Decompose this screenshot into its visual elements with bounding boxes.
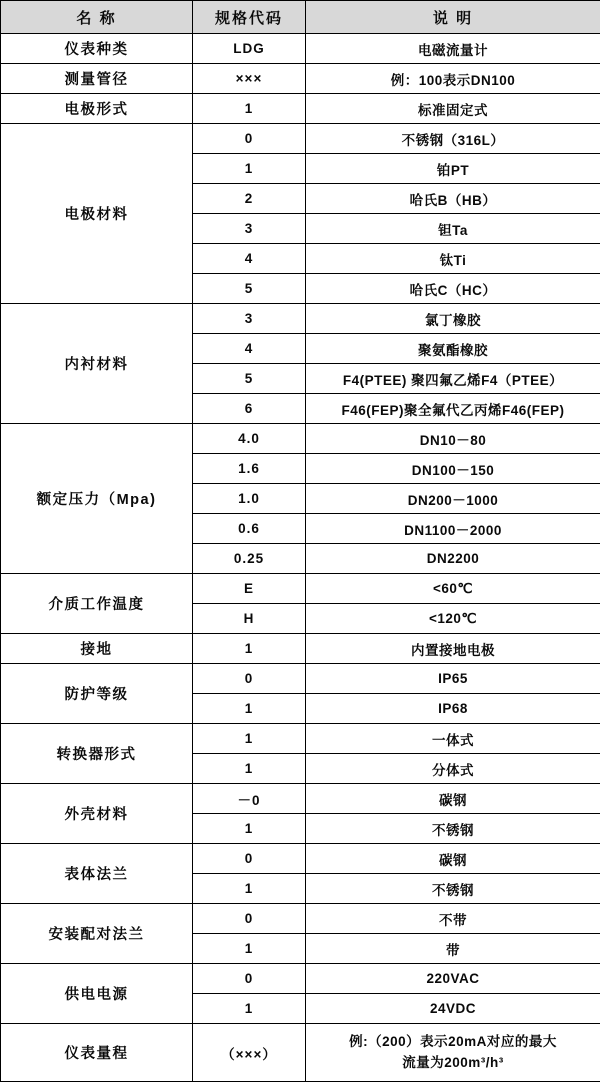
- row-group-name: 电极形式: [1, 94, 193, 124]
- row-group-name: 接地: [1, 634, 193, 664]
- spec-description-cell: 钛Ti: [306, 244, 600, 274]
- spec-description-cell: 带: [306, 934, 600, 964]
- header-name: 名 称: [1, 1, 193, 34]
- spec-description-cell: 不带: [306, 904, 600, 934]
- spec-description-cell: 哈氏B（HB）: [306, 184, 600, 214]
- spec-description-cell: 不锈钢: [306, 874, 600, 904]
- spec-code-cell: 1.6: [193, 454, 306, 484]
- row-group-name: 安装配对法兰: [1, 904, 193, 964]
- table-row: [1, 1024, 600, 1082]
- spec-code-cell: 4.0: [193, 424, 306, 454]
- spec-code-cell: 1: [193, 754, 306, 784]
- spec-description-cell: 不锈钢（316L）: [306, 124, 600, 154]
- row-group-name: 额定压力（Mpa): [1, 424, 193, 574]
- table-row: [1, 574, 600, 604]
- table-row: [1, 904, 600, 934]
- table-row: [1, 664, 600, 694]
- spec-description-cell: 碳钢: [306, 844, 600, 874]
- header-row: [1, 1, 600, 34]
- spec-code-cell: （×××）: [193, 1024, 306, 1082]
- row-group-name: 仪表量程: [1, 1024, 193, 1082]
- table-row: [1, 304, 600, 334]
- spec-description-cell: 铂PT: [306, 154, 600, 184]
- spec-code-cell: 2: [193, 184, 306, 214]
- spec-description-cell: 标准固定式: [306, 94, 600, 124]
- spec-description-cell: 电磁流量计: [306, 34, 600, 64]
- spec-code-cell: 0.25: [193, 544, 306, 574]
- spec-code-cell: H: [193, 604, 306, 634]
- row-group-name: 转换器形式: [1, 724, 193, 784]
- spec-code-cell: 0: [193, 844, 306, 874]
- spec-code-cell: 1: [193, 874, 306, 904]
- table-row: [1, 94, 600, 124]
- spec-description-cell: IP68: [306, 694, 600, 724]
- row-group-name: 测量管径: [1, 64, 193, 94]
- row-group-name: 介质工作温度: [1, 574, 193, 634]
- spec-description-cell: 钽Ta: [306, 214, 600, 244]
- spec-description-cell: DN1100－2000: [306, 514, 600, 544]
- spec-code-cell: 1: [193, 94, 306, 124]
- spec-code-cell: 1: [193, 154, 306, 184]
- spec-code-cell: 0: [193, 964, 306, 994]
- spec-code-cell: 5: [193, 274, 306, 304]
- spec-description-cell: F46(FEP)聚全氟代乙丙烯F46(FEP): [306, 394, 600, 424]
- spec-description-cell: <60℃: [306, 574, 600, 604]
- spec-description-cell: DN200－1000: [306, 484, 600, 514]
- table-body: [1, 34, 600, 1082]
- spec-code-cell: 4: [193, 244, 306, 274]
- table-row: [1, 724, 600, 754]
- spec-code-cell: ×××: [193, 64, 306, 94]
- spec-code-cell: 5: [193, 364, 306, 394]
- spec-code-cell: 1: [193, 994, 306, 1024]
- spec-code-cell: 0: [193, 904, 306, 934]
- spec-description-cell: 例：100表示DN100: [306, 64, 600, 94]
- spec-code-cell: 3: [193, 304, 306, 334]
- spec-description-cell: 分体式: [306, 754, 600, 784]
- spec-code-cell: E: [193, 574, 306, 604]
- spec-code-cell: 1: [193, 694, 306, 724]
- spec-description-cell: 氯丁橡胶: [306, 304, 600, 334]
- spec-description-cell: DN100－150: [306, 454, 600, 484]
- spec-code-cell: 1: [193, 814, 306, 844]
- spec-description-cell: 例:（200）表示20mA对应的最大 流量为200m³/h³: [306, 1024, 600, 1082]
- spec-description-cell: <120℃: [306, 604, 600, 634]
- row-group-name: 表体法兰: [1, 844, 193, 904]
- spec-code-cell: 1: [193, 724, 306, 754]
- spec-code-cell: －0: [193, 784, 306, 814]
- spec-description-cell: DN2200: [306, 544, 600, 574]
- spec-code-cell: 1.0: [193, 484, 306, 514]
- spec-description-cell: 24VDC: [306, 994, 600, 1024]
- table-header: [1, 1, 600, 34]
- spec-description-cell: DN10－80: [306, 424, 600, 454]
- spec-code-cell: 0: [193, 124, 306, 154]
- spec-code-cell: 1: [193, 634, 306, 664]
- table-row: [1, 64, 600, 94]
- spec-code-cell: 3: [193, 214, 306, 244]
- table-row: [1, 124, 600, 154]
- row-group-name: 电极材料: [1, 124, 193, 304]
- row-group-name: 防护等级: [1, 664, 193, 724]
- table-row: [1, 844, 600, 874]
- spec-description-cell: 内置接地电极: [306, 634, 600, 664]
- spec-code-cell: 6: [193, 394, 306, 424]
- spec-description-cell: IP65: [306, 664, 600, 694]
- table-row: [1, 34, 600, 64]
- row-group-name: 外壳材料: [1, 784, 193, 844]
- header-code: 规格代码: [193, 1, 306, 34]
- table-row: [1, 424, 600, 454]
- row-group-name: 仪表种类: [1, 34, 193, 64]
- header-description: 说 明: [306, 1, 600, 34]
- spec-description-cell: 聚氨酯橡胶: [306, 334, 600, 364]
- spec-code-cell: 0: [193, 664, 306, 694]
- spec-code-cell: LDG: [193, 34, 306, 64]
- spec-description-cell: 碳钢: [306, 784, 600, 814]
- spec-description-cell: 哈氏C（HC）: [306, 274, 600, 304]
- spec-description-cell: 不锈钢: [306, 814, 600, 844]
- spec-description-cell: 一体式: [306, 724, 600, 754]
- table-row: [1, 964, 600, 994]
- row-group-name: 供电电源: [1, 964, 193, 1024]
- spec-code-cell: 1: [193, 934, 306, 964]
- table-row: [1, 784, 600, 814]
- spec-code-cell: 4: [193, 334, 306, 364]
- table-row: [1, 634, 600, 664]
- spec-code-cell: 0.6: [193, 514, 306, 544]
- row-group-name: 内衬材料: [1, 304, 193, 424]
- spec-description-cell: F4(PTEE) 聚四氟乙烯F4（PTEE）: [306, 364, 600, 394]
- spec-description-cell: 220VAC: [306, 964, 600, 994]
